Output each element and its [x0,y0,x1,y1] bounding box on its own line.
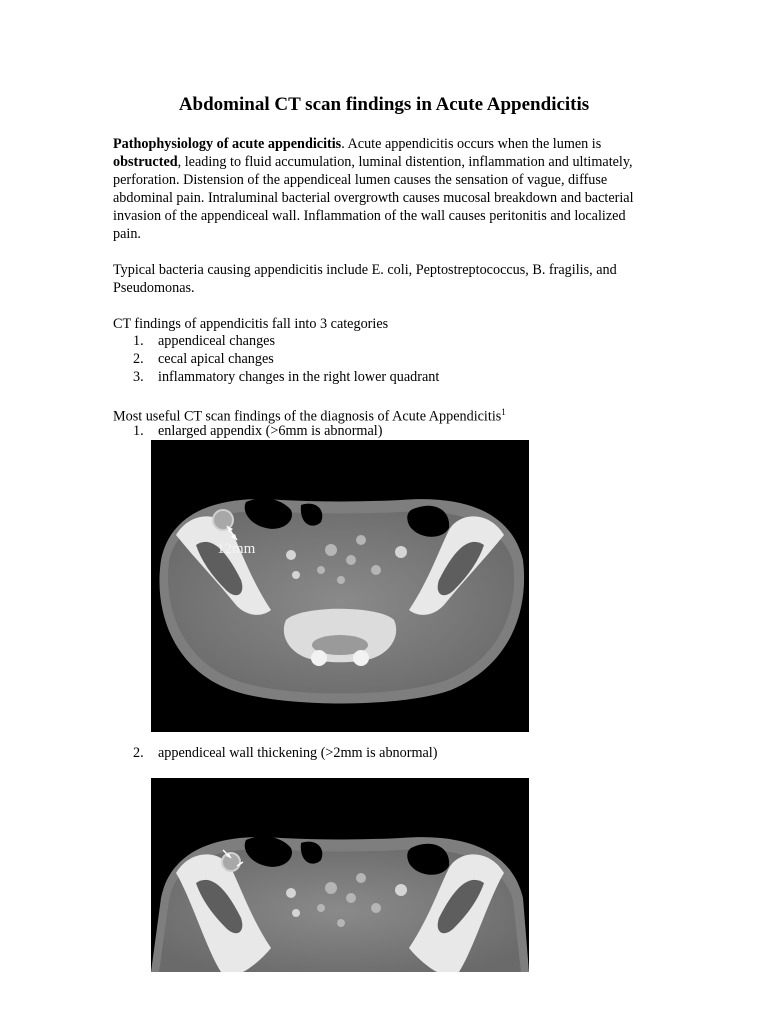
category-item: 1. appendiceal changes [133,333,275,349]
pathophysiology-heading: Pathophysiology of acute appendicitis [113,136,342,152]
page-title: Abdominal CT scan findings in Acute Appendicitis [178,94,590,115]
bacteria-paragraph: Typical bacteria causing appendicitis include E. coli, Peptostreptococcus, B. fragilis, and Pseudomonas. [113,262,617,296]
footnote-ref: 1 [501,407,506,417]
obstructed-term: obstructed [113,154,178,170]
category-item: 3. inflammatory changes in the right lower quadrant [133,369,440,385]
useful-findings-intro: Most useful CT scan findings of the diagnosis of Acute Appendicitis$^1$ [113,407,506,425]
ct-image-wall-thickening [151,778,529,972]
ct-image-enlarged-appendix [151,440,529,732]
measurement-label: 12mm [217,541,256,557]
pathophysiology-paragraph [113,135,653,243]
category-item: 2. cecal apical changes [133,351,274,367]
ct-categories-intro: CT findings of appendicitis fall into 3 categories [113,316,389,332]
finding-item: 1. enlarged appendix (>6mm is abnormal) [133,423,383,439]
pathophysiology-text-2: , leading to fluid accumulation, luminal distention, inflammation and ultimately, perforation. Distension of the appendiceal lumen causes the sensation of vague, diffuse abdominal pain. Intraluminal bacterial overgrowth causes mucosal breakdown and bacterial invasion of the appendiceal wall. Inflammation of the wall causes peritonitis and localized pain. [113,154,634,242]
pathophysiology-text-1: . Acute appendicitis occurs when the lumen is [341,136,602,152]
finding-item: 2. appendiceal wall thickening (>2mm is abnormal) [133,745,438,761]
